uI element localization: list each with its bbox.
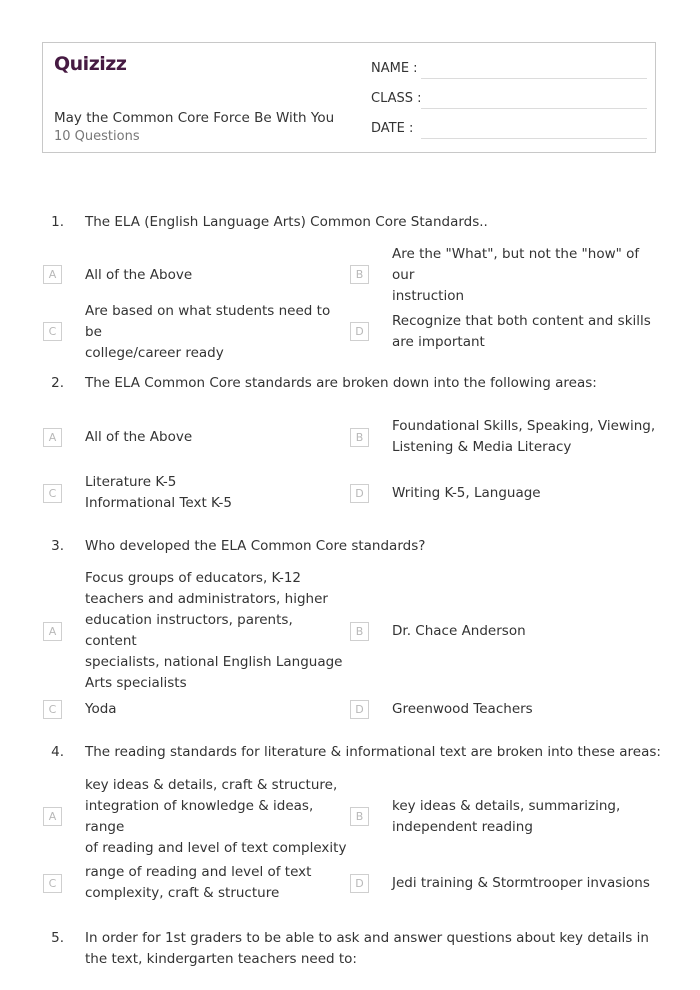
- answer-option[interactable]: Writing K-5, Language: [392, 484, 541, 501]
- option-letter[interactable]: A: [43, 622, 62, 641]
- answer-option[interactable]: range of reading and level of text complexity, craft & structure: [85, 864, 312, 901]
- question-text: The ELA (English Language Arts) Common Core Standards..: [85, 214, 488, 230]
- option-letter[interactable]: A: [43, 265, 62, 284]
- question-number: 4.: [51, 744, 64, 760]
- question-text: The ELA Common Core standards are broken down into the following areas:: [85, 375, 597, 391]
- name-line[interactable]: [421, 78, 647, 79]
- answer-option[interactable]: Greenwood Teachers: [392, 701, 533, 717]
- option-letter[interactable]: B: [350, 622, 369, 641]
- answer-option[interactable]: Jedi training & Stormtrooper invasions: [392, 874, 650, 891]
- answer-option[interactable]: Literature K-5 Informational Text K-5: [85, 474, 232, 511]
- option-letter[interactable]: D: [350, 874, 369, 893]
- class-line[interactable]: [421, 108, 647, 109]
- answer-option[interactable]: Foundational Skills, Speaking, Viewing, Listening & Media Literacy: [392, 418, 656, 455]
- date-label: DATE :: [371, 121, 414, 136]
- question-text: Who developed the ELA Common Core standards?: [85, 538, 426, 554]
- option-letter[interactable]: B: [350, 428, 369, 447]
- answer-option[interactable]: All of the Above: [85, 428, 193, 445]
- question-text: In order for 1st graders to be able to ask and answer questions about key details in the text, kindergarten teachers need to:: [85, 930, 649, 967]
- question-count: 10 Questions: [54, 129, 140, 144]
- answer-option[interactable]: Recognize that both content and skills are important: [392, 313, 651, 350]
- answer-option[interactable]: key ideas & details, summarizing, independent reading: [392, 797, 621, 835]
- quizizz-logo: Quizizz: [54, 53, 127, 75]
- option-letter[interactable]: A: [43, 807, 62, 826]
- question-number: 3.: [51, 538, 64, 554]
- answer-option[interactable]: Yoda: [85, 701, 117, 717]
- option-letter[interactable]: D: [350, 700, 369, 719]
- question-number: 2.: [51, 375, 64, 391]
- worksheet-header: [42, 42, 656, 153]
- option-letter[interactable]: C: [43, 700, 62, 719]
- question-number: 5.: [51, 930, 64, 946]
- answer-option[interactable]: Are based on what students need to be college/career ready: [85, 302, 331, 361]
- option-letter[interactable]: C: [43, 322, 62, 341]
- class-label: CLASS :: [371, 91, 422, 106]
- option-letter[interactable]: C: [43, 484, 62, 503]
- option-letter[interactable]: B: [350, 807, 369, 826]
- worksheet-title: May the Common Core Force Be With You: [54, 110, 335, 126]
- option-letter[interactable]: D: [350, 484, 369, 503]
- answer-option[interactable]: Focus groups of educators, K-12 teachers and administrators, higher education instructors, parents, content specialists, national English Language Arts specialists: [85, 570, 343, 691]
- option-letter[interactable]: C: [43, 874, 62, 893]
- name-label: NAME :: [371, 61, 418, 76]
- answer-option[interactable]: Dr. Chace Anderson: [392, 622, 526, 639]
- date-line[interactable]: [421, 138, 647, 139]
- option-letter[interactable]: D: [350, 322, 369, 341]
- answer-option[interactable]: key ideas & details, craft & structure, integration of knowledge & ideas, range of reading and level of text complexity: [85, 776, 347, 856]
- question-number: 1.: [51, 214, 64, 230]
- option-letter[interactable]: B: [350, 265, 369, 284]
- option-letter[interactable]: A: [43, 428, 62, 447]
- question-text: The reading standards for literature & informational text are broken into these areas:: [85, 744, 661, 760]
- answer-option[interactable]: All of the Above: [85, 266, 193, 283]
- answer-option[interactable]: Are the "What", but not the "how" of our instruction: [392, 245, 640, 304]
